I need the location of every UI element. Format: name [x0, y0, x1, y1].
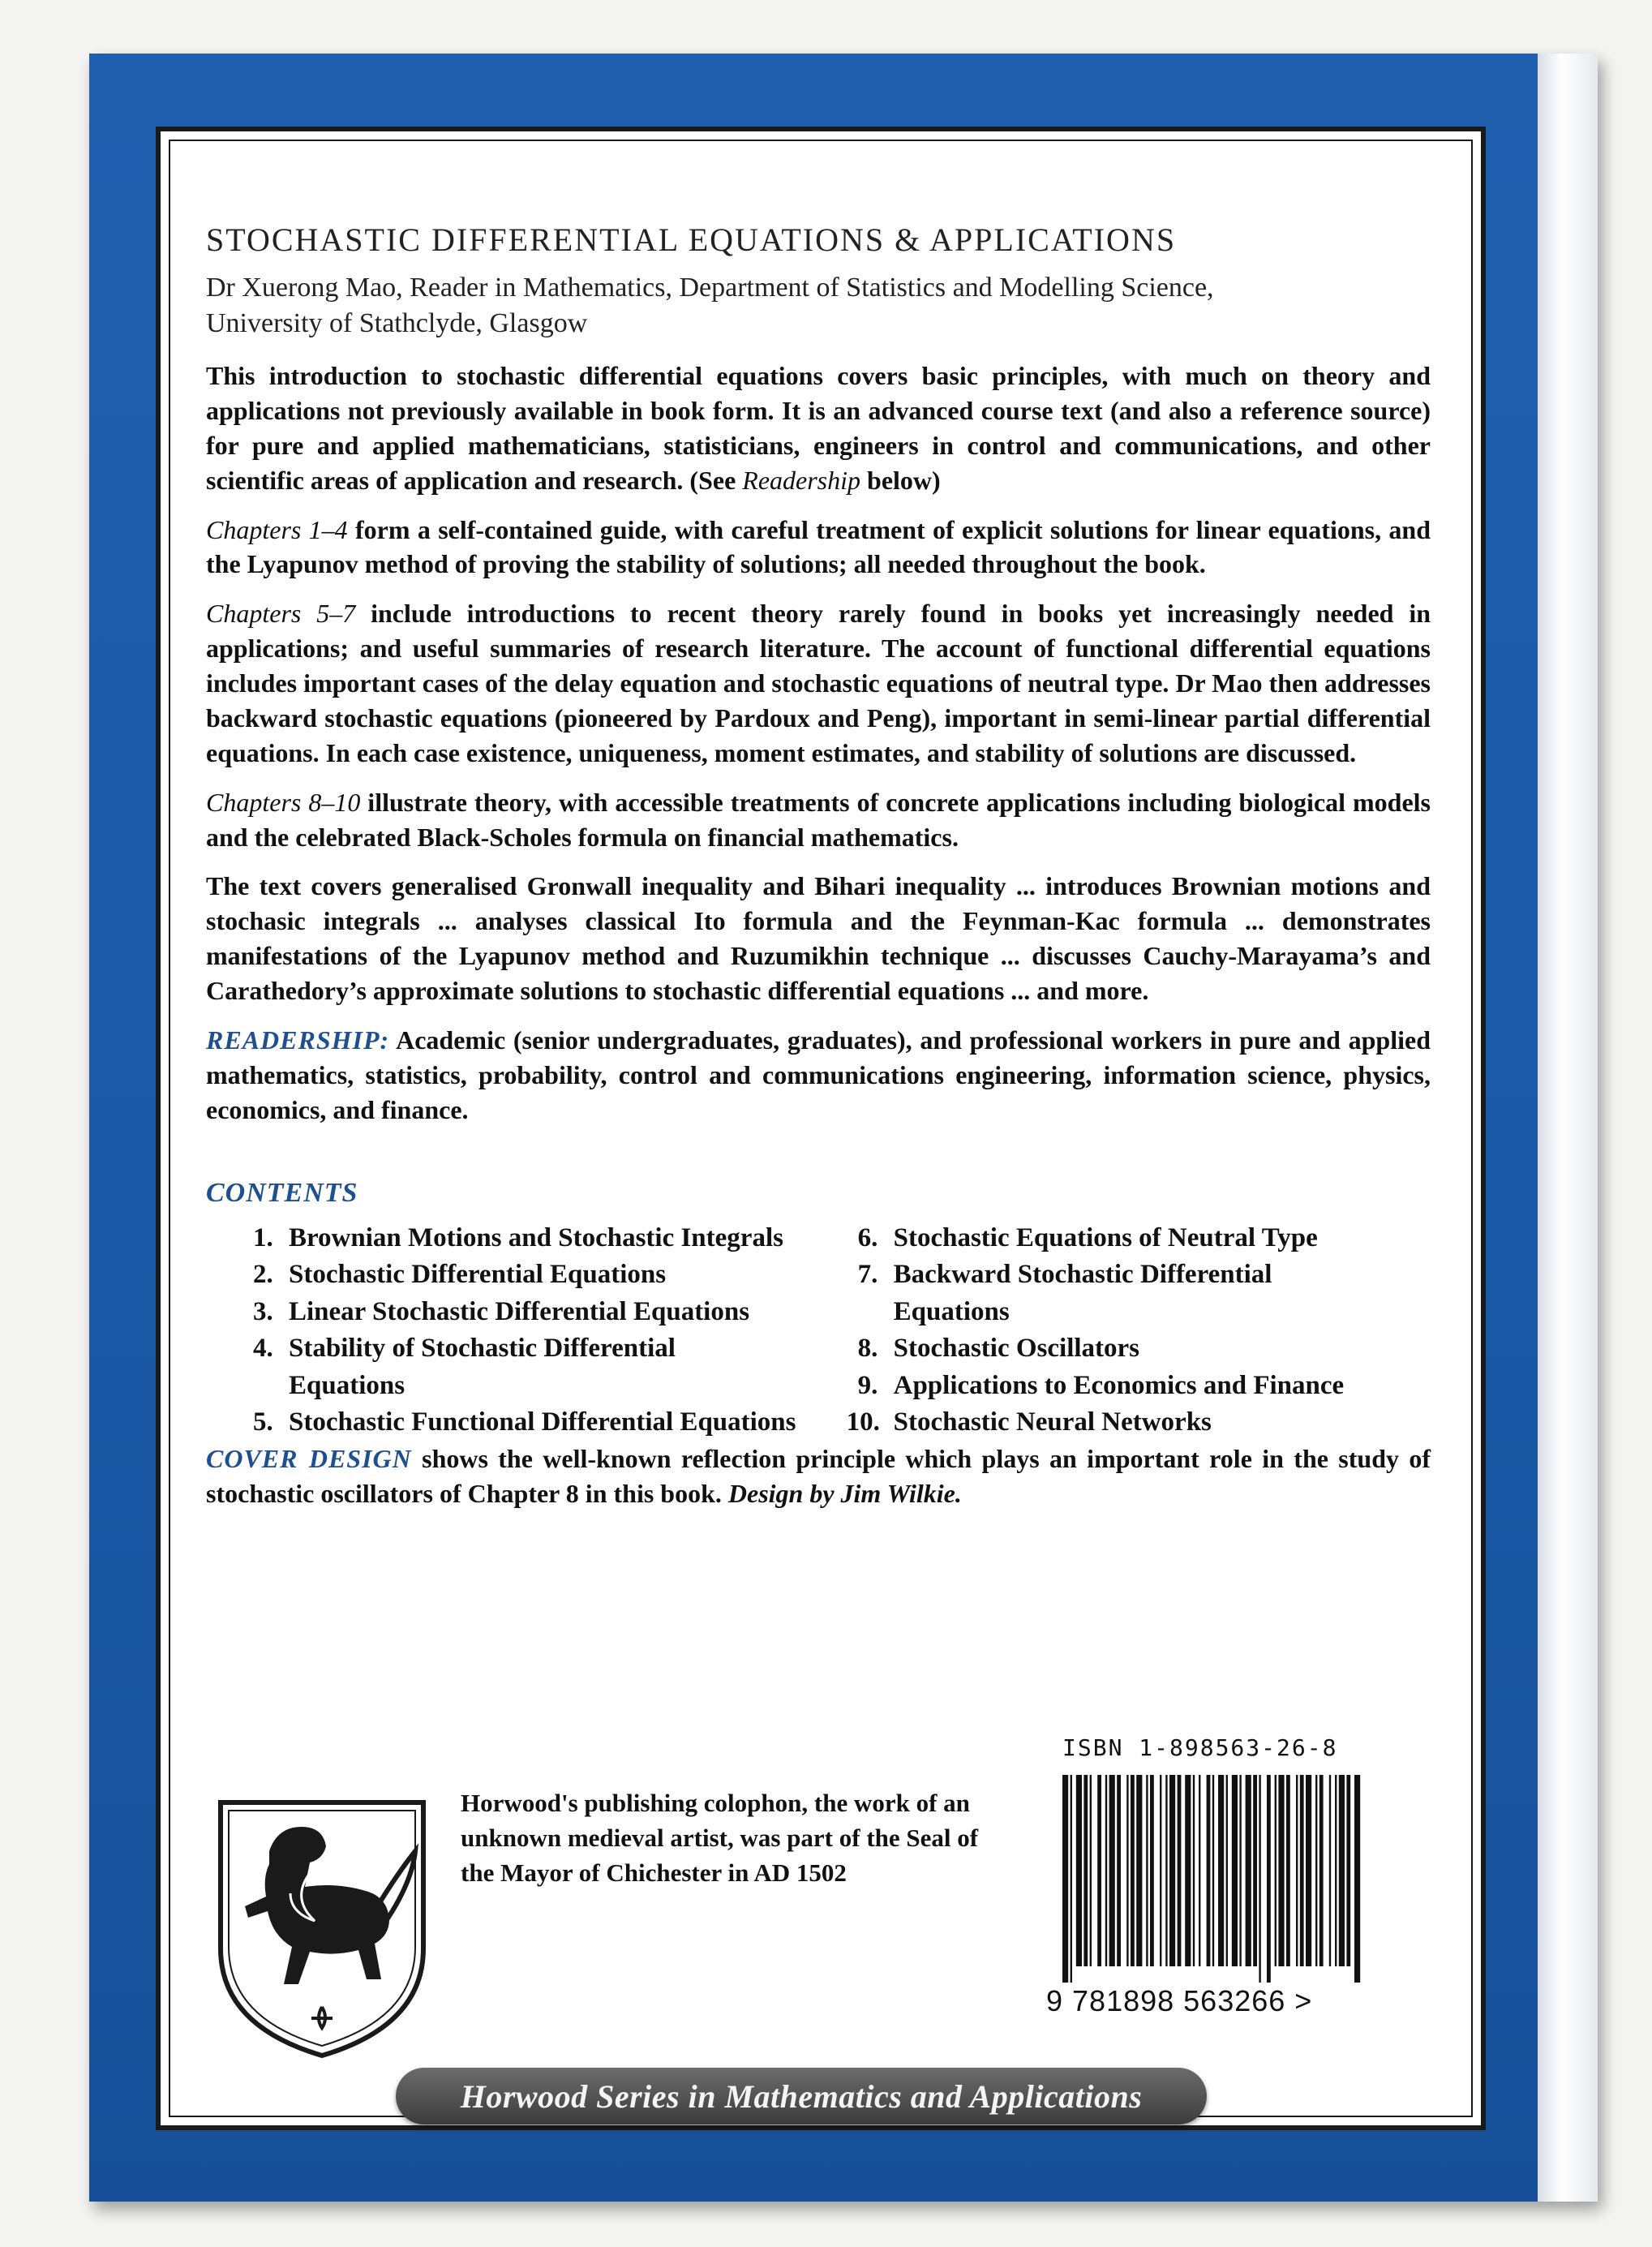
text-panel	[156, 127, 1486, 2130]
chapters-5-7-paragraph	[206, 596, 1431, 770]
intro-text: This introduction to stochastic differential equations covers basic principles, with much on theory and applications not previously available in book form. It is an advanced course text (and also a reference source) for pure and applied mathematicians, statisticians, engineers in control and communications, and other scientific areas of application and research. (See	[206, 361, 1431, 495]
cover-design-paragraph	[206, 1441, 1431, 1511]
list-item	[858, 1220, 1431, 1257]
contents-column-left	[206, 1220, 858, 1441]
chapters-5-7-lead: Chapters 5–7	[206, 599, 356, 629]
barcode-bar	[1146, 1775, 1148, 1966]
isbn-label: ISBN 1-898563-26-8	[1062, 1734, 1338, 1761]
barcode-bar	[1071, 1775, 1072, 1983]
cover-design-text: shows the well-known reflection principle which plays an important role in the study of stochastic oscillators of Chapter 8 in this book.	[206, 1443, 1431, 1508]
intro-paragraph	[206, 359, 1431, 498]
barcode-bar	[1193, 1775, 1195, 1966]
chapter-title: Stochastic Differential Equations	[289, 1260, 667, 1290]
design-credit: Design by Jim Wilkie.	[727, 1478, 962, 1508]
barcode-bar	[1062, 1775, 1068, 1983]
chapter-title: Stochastic Equations of Neutral Type	[893, 1222, 1318, 1252]
page-edge	[1538, 54, 1598, 2202]
barcode	[1059, 1775, 1367, 1983]
chapter-title: Linear Stochastic Differential Equations	[289, 1296, 750, 1326]
author-line-1: Dr Xuerong Mao, Reader in Mathematics, Department of Statistics and Modelling Science,	[206, 273, 1214, 303]
contents-list	[206, 1220, 1431, 1441]
barcode-bar	[1126, 1775, 1128, 1966]
chapter-number: 10.	[846, 1407, 880, 1437]
barcode-digits: 9 781898 563266 >	[1046, 1984, 1313, 2017]
chapters-1-4-text: form a self-contained guide, with careful treatment of explicit solutions for linear equations, and the Lyapunov method of proving the stability of solutions; all needed throughout the book.	[206, 514, 1431, 579]
barcode-bar	[1136, 1775, 1142, 1966]
barcode-bar	[1076, 1775, 1082, 1966]
list-item	[253, 1257, 858, 1294]
barcode-bar	[1199, 1775, 1200, 1966]
contents-heading: CONTENTS	[206, 1177, 358, 1208]
chapter-title: Stability of Stochastic Differential Equations	[289, 1334, 676, 1400]
barcode-bar	[1097, 1775, 1101, 1966]
series-banner	[396, 2068, 1207, 2125]
chapter-number: 4.	[253, 1334, 273, 1364]
barcode-bar	[1300, 1775, 1304, 1966]
barcode-bar	[1117, 1775, 1121, 1966]
chapter-number: 3.	[253, 1296, 273, 1326]
author-line-2: University of Stathclyde, Glasgow	[206, 307, 588, 338]
chapter-number: 5.	[253, 1407, 273, 1437]
chapter-number: 9.	[857, 1370, 878, 1400]
barcode-bar	[1286, 1775, 1290, 1966]
barcode-bar	[1339, 1775, 1345, 1966]
chapter-number: 7.	[857, 1260, 878, 1290]
barcode-bar	[1246, 1775, 1251, 1966]
barcode-bar	[1165, 1775, 1167, 1966]
readership-ref: Readership	[742, 465, 861, 495]
chapter-number: 2.	[253, 1260, 273, 1290]
cover-design-lead: COVER DESIGN	[206, 1443, 412, 1473]
barcode-bar	[1278, 1775, 1284, 1966]
chapters-8-10-text: illustrate theory, with accessible treatments of concrete applications including biological models and the celebrated Black-Scholes formula on financial mathematics.	[206, 787, 1431, 852]
contents-column-right	[846, 1220, 1431, 1441]
barcode-bar	[1239, 1775, 1241, 1966]
barcode-bar	[1131, 1775, 1135, 1966]
barcode-bar	[1315, 1775, 1317, 1966]
intro-tail: below)	[860, 465, 941, 495]
barcode-bar	[1267, 1775, 1271, 1983]
barcode-bar	[1105, 1775, 1107, 1966]
book-back-cover	[89, 54, 1598, 2202]
barcode-bar	[1226, 1775, 1228, 1966]
chapters-1-4-lead: Chapters 1–4	[206, 514, 348, 544]
barcode-bar	[1329, 1775, 1331, 1966]
list-item	[858, 1368, 1431, 1405]
list-item	[253, 1330, 858, 1404]
series-title: Horwood Series in Mathematics and Applications	[460, 2077, 1143, 2115]
barcode-bar	[1335, 1775, 1337, 1966]
list-item	[858, 1257, 1431, 1330]
chapter-title: Backward Stochastic Differential Equations	[893, 1260, 1272, 1326]
barcode-bar	[1150, 1775, 1154, 1966]
readership-text: Academic (senior undergraduates, graduates), and professional workers in pure and applied mathematics, statistics, probability, control and communications engineering, information science, physics, economics, and finance.	[206, 1025, 1431, 1124]
barcode-bar	[1083, 1775, 1088, 1966]
lion-shield-icon	[212, 1794, 431, 2062]
chapter-title: Brownian Motions and Stochastic Integrals	[289, 1222, 783, 1252]
chapters-8-10-paragraph	[206, 785, 1431, 855]
barcode-bar	[1354, 1775, 1360, 1983]
chapter-title: Stochastic Functional Differential Equations	[289, 1407, 796, 1437]
barcode-bar	[1218, 1775, 1224, 1966]
barcode-bar	[1296, 1775, 1298, 1966]
chapter-number: 8.	[857, 1334, 878, 1364]
barcode-bar	[1090, 1775, 1092, 1966]
chapters-8-10-lead: Chapters 8–10	[206, 787, 361, 817]
chapter-title: Applications to Economics and Finance	[893, 1370, 1345, 1400]
author-line	[206, 270, 1431, 341]
list-item	[858, 1330, 1431, 1368]
barcode-bar	[1178, 1775, 1182, 1966]
chapter-title: Stochastic Oscillators	[893, 1334, 1140, 1364]
list-item	[253, 1404, 858, 1441]
text-covers-paragraph: The text covers generalised Gronwall inequality and Bihari inequality ... introduces Brownian motions and stochasic integrals ... analyses classical Ito formula and the Feynman-Kac formula ... demonstrates manifestations of the Lyapunov method and Ruzumikhin technique ... discusses Cauchy-Marayama’s and Carathedory’s approximate solutions to stochastic differential equations ... and more.	[206, 871, 1431, 1006]
chapter-title: Stochastic Neural Networks	[893, 1407, 1212, 1437]
chapters-5-7-text: include introductions to recent theory rarely found in books yet increasingly needed in applications; and useful summaries of research literature. The account of functional differential equations includes important cases of the delay equation and stochastic equations of neutral type. Dr Mao then addresses backward stochastic equations (pioneered by Pardoux and Peng), important in semi-linear partial differential equations. In each case existence, uniqueness, moment estimates, and stability of solutions are discussed.	[206, 599, 1431, 767]
list-item	[253, 1294, 858, 1331]
barcode-bar	[1109, 1775, 1115, 1966]
barcode-bar	[1232, 1775, 1238, 1966]
chapter-number: 6.	[857, 1222, 878, 1252]
readership-lead: READERSHIP:	[206, 1025, 390, 1055]
colophon-text: Horwood's publishing colophon, the work of an unknown medieval artist, was part of the Seal of the Mayor of Chichester in AD 1502	[461, 1789, 979, 1887]
barcode-bar	[1207, 1775, 1211, 1966]
book-title: STOCHASTIC DIFFERENTIAL EQUATIONS & APPLICATIONS	[206, 221, 1177, 258]
panel-content	[206, 221, 1431, 1525]
barcode-bar	[1275, 1775, 1277, 1966]
barcode-bar	[1306, 1775, 1311, 1966]
barcode-bar	[1253, 1775, 1257, 1966]
barcode-bar	[1259, 1775, 1260, 1983]
barcode-bar	[1212, 1775, 1214, 1966]
barcode-bar	[1160, 1775, 1161, 1966]
list-item	[253, 1220, 858, 1257]
barcode-bar	[1185, 1775, 1191, 1966]
list-item	[846, 1404, 1431, 1441]
chapter-number: 1.	[253, 1222, 273, 1252]
barcode-bar	[1169, 1775, 1175, 1966]
readership-paragraph	[206, 1023, 1431, 1128]
barcode-bar	[1319, 1775, 1324, 1966]
chapters-1-4-paragraph	[206, 513, 1431, 582]
barcode-bar	[1346, 1775, 1350, 1966]
